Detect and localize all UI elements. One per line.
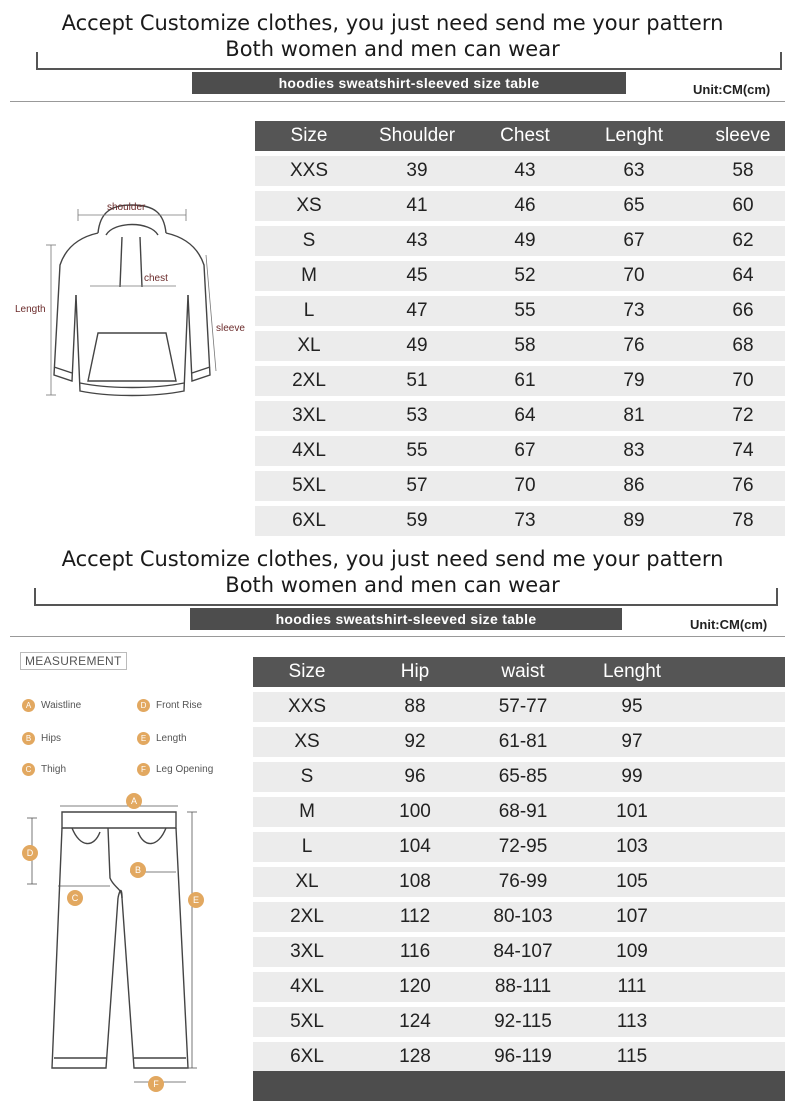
legend-item-f: F Leg Opening: [137, 763, 213, 776]
cell-length: 65: [623, 195, 645, 216]
cell-size: 6XL: [292, 510, 326, 531]
cell-size: 4XL: [290, 976, 324, 997]
cell-sleeve: 74: [732, 440, 754, 461]
cell-chest: 70: [514, 475, 536, 496]
table-row: [253, 762, 785, 792]
cell-sleeve: 70: [732, 370, 754, 391]
cell-size: 3XL: [290, 941, 324, 962]
table-row: [253, 1042, 785, 1072]
marker-d-icon: D: [137, 699, 150, 712]
cell-hip: 120: [399, 976, 431, 997]
cell-shoulder: 47: [406, 300, 428, 321]
cell-chest: 61: [514, 370, 536, 391]
cell-length: 95: [621, 696, 643, 717]
cell-length: 67: [623, 230, 645, 251]
cell-chest: 43: [514, 160, 536, 181]
cell-size: L: [301, 836, 313, 857]
size-table-title-bar: hoodies sweatshirt-sleeved size table: [190, 608, 622, 630]
cell-length: 79: [623, 370, 645, 391]
cell-size: 2XL: [292, 370, 326, 391]
cell-length: 109: [616, 941, 648, 962]
table-row: [253, 797, 785, 827]
cell-size: XS: [296, 195, 322, 216]
table-row: [255, 191, 785, 221]
marker-c-icon: C: [22, 763, 35, 776]
cell-length: 81: [623, 405, 645, 426]
cell-size: 5XL: [292, 475, 326, 496]
cell-shoulder: 43: [406, 230, 428, 251]
cell-length: 99: [621, 766, 643, 787]
cell-chest: 58: [514, 335, 536, 356]
legend-item-e: E Length: [137, 732, 187, 745]
table-row: [255, 366, 785, 396]
cell-hip: 108: [399, 871, 431, 892]
cell-chest: 55: [514, 300, 536, 321]
cell-size: L: [303, 300, 315, 321]
cell-waist: 68-91: [498, 801, 548, 822]
cell-waist: 88-111: [494, 976, 552, 997]
cell-chest: 49: [514, 230, 536, 251]
cell-waist: 57-77: [498, 696, 548, 717]
headline-bracket: [34, 588, 778, 606]
cell-sleeve: 58: [732, 160, 754, 181]
pants-diagram: [10, 788, 240, 1093]
cell-length: 63: [623, 160, 645, 181]
header-hip: Hip: [400, 661, 430, 682]
headline-1: Accept Customize clothes, you just need send me your pattern: [61, 11, 724, 35]
pants-illustration: [10, 788, 240, 1093]
cell-sleeve: 68: [732, 335, 754, 356]
cell-hip: 104: [399, 836, 431, 857]
table-row: [255, 261, 785, 291]
cell-length: 105: [616, 871, 648, 892]
marker-d: D: [26, 848, 34, 858]
marker-e: E: [192, 895, 200, 905]
cell-size: XXS: [287, 696, 327, 717]
cell-size: 2XL: [290, 906, 324, 927]
table-row: [255, 156, 785, 186]
cell-size: M: [299, 801, 315, 822]
cell-waist: 84-107: [493, 941, 553, 962]
cell-hip: 124: [399, 1011, 431, 1032]
headline-1: Accept Customize clothes, you just need send me your pattern: [61, 547, 724, 571]
cell-waist: 72-95: [498, 836, 548, 857]
cell-hip: 88: [404, 696, 426, 717]
shoulder-label: shoulder: [107, 202, 146, 213]
cell-size: 4XL: [292, 440, 326, 461]
cell-length: 86: [623, 475, 645, 496]
table-row: [253, 972, 785, 1002]
cell-size: XL: [295, 871, 319, 892]
length-label: Length: [15, 304, 46, 315]
header-length: Lenght: [604, 125, 664, 146]
table-header-row: [253, 657, 785, 687]
cell-length: 83: [623, 440, 645, 461]
cell-length: 103: [616, 836, 648, 857]
divider: [10, 101, 785, 102]
header-size: Size: [288, 661, 326, 682]
cell-shoulder: 53: [406, 405, 428, 426]
cell-size: S: [300, 766, 314, 787]
cell-chest: 73: [514, 510, 536, 531]
cell-length: 76: [623, 335, 645, 356]
cell-length: 73: [623, 300, 645, 321]
cell-shoulder: 57: [406, 475, 428, 496]
cell-shoulder: 59: [406, 510, 428, 531]
cell-waist: 92-115: [494, 1011, 552, 1032]
cell-sleeve: 78: [732, 510, 754, 531]
hoodie-illustration: [10, 185, 255, 425]
cell-shoulder: 51: [406, 370, 428, 391]
cell-size: 6XL: [290, 1046, 324, 1067]
header-shoulder: Shoulder: [378, 125, 456, 146]
cell-hip: 92: [404, 731, 426, 752]
cell-hip: 96: [404, 766, 426, 787]
cell-length: 89: [623, 510, 645, 531]
table-header-row: [255, 121, 785, 151]
table-row: [253, 902, 785, 932]
legend-item-b: B Hips: [22, 732, 61, 745]
header-chest: Chest: [500, 125, 550, 146]
marker-c: C: [71, 893, 79, 903]
cell-sleeve: 62: [732, 230, 754, 251]
marker-b-icon: B: [22, 732, 35, 745]
cell-chest: 64: [514, 405, 536, 426]
cell-size: XXS: [289, 160, 329, 181]
cell-sleeve: 72: [732, 405, 754, 426]
cell-hip: 100: [399, 801, 431, 822]
cell-shoulder: 55: [406, 440, 428, 461]
table-row: [255, 401, 785, 431]
cell-chest: 46: [514, 195, 536, 216]
cell-shoulder: 39: [406, 160, 428, 181]
cell-shoulder: 45: [406, 265, 428, 286]
legend-item-c: C Thigh: [22, 763, 66, 776]
cell-shoulder: 49: [406, 335, 428, 356]
cell-length: 111: [617, 976, 647, 997]
size-table-title-bar: hoodies sweatshirt-sleeved size table: [192, 72, 626, 94]
headline-2: Both women and men can wear: [225, 37, 560, 61]
marker-b: B: [134, 865, 142, 875]
cell-length: 101: [616, 801, 648, 822]
cell-size: 3XL: [292, 405, 326, 426]
table-row: [255, 226, 785, 256]
cell-chest: 52: [514, 265, 536, 286]
table-row: [255, 471, 785, 501]
cell-hip: 112: [399, 906, 431, 927]
table-row: [255, 331, 785, 361]
table-row: [255, 506, 785, 536]
cell-waist: 65-85: [498, 766, 548, 787]
cell-sleeve: 60: [732, 195, 754, 216]
table-row: [253, 867, 785, 897]
unit-label: Unit:CM(cm): [690, 617, 768, 632]
unit-label: Unit:CM(cm): [693, 82, 771, 97]
cell-waist: 80-103: [493, 906, 553, 927]
table-row: [255, 436, 785, 466]
header-size: Size: [290, 125, 328, 146]
cell-length: 115: [616, 1046, 648, 1067]
legend-item-d: D Front Rise: [137, 699, 202, 712]
cell-sleeve: 76: [732, 475, 754, 496]
marker-a-icon: A: [22, 699, 35, 712]
marker-a: A: [130, 796, 138, 806]
divider: [10, 636, 785, 637]
cell-chest: 67: [514, 440, 536, 461]
header-length: Lenght: [602, 661, 662, 682]
legend-item-a: A Waistline: [22, 699, 81, 712]
cell-length: 97: [621, 731, 643, 752]
table-footer-bar: [253, 1071, 785, 1101]
cell-waist: 96-119: [494, 1046, 552, 1067]
chest-label: chest: [144, 273, 168, 284]
measurement-title: MEASUREMENT: [20, 652, 127, 670]
cell-size: M: [301, 265, 317, 286]
table-row: [253, 937, 785, 967]
cell-length: 113: [616, 1011, 648, 1032]
headline-2: Both women and men can wear: [225, 573, 560, 597]
cell-shoulder: 41: [406, 195, 428, 216]
cell-hip: 128: [399, 1046, 431, 1067]
cell-sleeve: 66: [732, 300, 754, 321]
cell-hip: 116: [399, 941, 431, 962]
table-row: [253, 1007, 785, 1037]
cell-length: 107: [616, 906, 648, 927]
cell-size: 5XL: [290, 1011, 324, 1032]
marker-f: F: [153, 1079, 159, 1089]
cell-size: XS: [294, 731, 320, 752]
sleeve-label: sleeve: [216, 323, 245, 334]
marker-f-icon: F: [137, 763, 150, 776]
hoodie-diagram: [10, 185, 255, 425]
cell-size: S: [302, 230, 316, 251]
header-waist: waist: [501, 661, 545, 682]
table-row: [253, 832, 785, 862]
cell-waist: 76-99: [498, 871, 548, 892]
headline-bracket: [36, 52, 782, 70]
table-row: [255, 296, 785, 326]
cell-size: XL: [297, 335, 321, 356]
table-row: [253, 727, 785, 757]
table-row: [253, 692, 785, 722]
header-sleeve: sleeve: [715, 125, 771, 146]
cell-sleeve: 64: [732, 265, 754, 286]
cell-length: 70: [623, 265, 645, 286]
marker-e-icon: E: [137, 732, 150, 745]
cell-waist: 61-81: [498, 731, 548, 752]
